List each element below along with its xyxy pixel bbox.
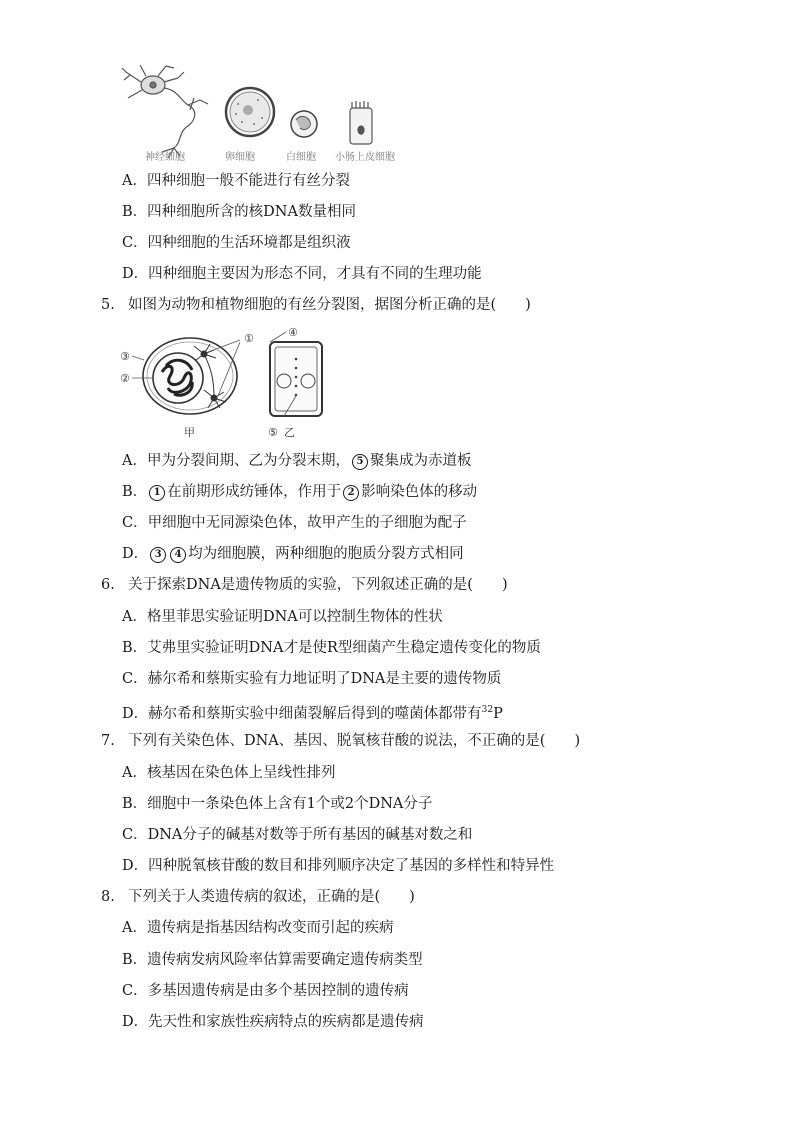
q5-option-c: C．甲细胞中无同源染色体，故甲产生的子细胞为配子 xyxy=(122,515,467,531)
q8-option-a: A．遗传病是指基因结构改变而引起的疾病 xyxy=(122,920,394,936)
circled-number-4: 4 xyxy=(170,547,186,563)
q6-option-a: A．格里菲思实验证明DNA可以控制生物体的性状 xyxy=(122,609,443,625)
figure-label-yi: 乙 xyxy=(284,426,295,439)
q5-option-a-text: A．甲为分裂间期、乙为分裂末期， xyxy=(122,453,350,469)
figure-label-1: ① xyxy=(244,332,254,345)
q4-option-b: B．四种细胞所含的核DNA数量相同 xyxy=(122,204,356,220)
q4-option-d: D．四种细胞主要因为形态不同，才具有不同的生理功能 xyxy=(122,266,482,282)
q7-option-c: C．DNA分子的碱基对数等于所有基因的碱基对数之和 xyxy=(122,827,473,843)
caption-egg-cell: 卵细胞 xyxy=(225,152,255,163)
q5-option-b-letter: B． xyxy=(122,484,148,500)
neuron-drawing xyxy=(122,65,208,158)
q5-option-d-text: 均为细胞膜，两种细胞的胞质分裂方式相同 xyxy=(188,546,464,562)
egg-cell-drawing xyxy=(226,88,274,136)
q7-option-d: D．四种脱氧核苷酸的数目和排列顺序决定了基因的多样性和特异性 xyxy=(122,858,555,874)
q6-option-d-text: D．赫尔希和蔡斯实验中细菌裂解后得到的噬菌体都带有 xyxy=(122,705,482,722)
q5-option-b-text: 在前期形成纺锤体，作用于 xyxy=(167,484,342,500)
q7-stem: 下列有关染色体、DNA、基因、脱氧核苷酸的说法，不正确的是( ) xyxy=(128,733,581,749)
figure-label-3: ③ xyxy=(120,350,130,363)
figure-label-5: ⑤ xyxy=(268,426,278,439)
q5-option-b xyxy=(122,482,477,502)
q6-stem: 关于探索DNA是遗传物质的实验，下列叙述正确的是( ) xyxy=(128,577,508,593)
mitosis-figure-drawing xyxy=(118,326,328,444)
circled-number-5: 5 xyxy=(352,454,368,470)
q7-number: 7. xyxy=(101,733,115,749)
q7-option-b: B．细胞中一条染色体上含有1个或2个DNA分子 xyxy=(122,796,433,812)
caption-white-blood-cell: 白细胞 xyxy=(286,152,316,163)
animal-cell-drawing xyxy=(132,338,240,414)
q7-option-a: A．核基因在染色体上呈线性排列 xyxy=(122,765,336,781)
intestinal-cell-drawing xyxy=(350,101,372,144)
q8-option-c: C．多基因遗传病是由多个基因控制的遗传病 xyxy=(122,983,409,999)
caption-intestinal-cell: 小肠上皮细胞 xyxy=(335,152,395,163)
q6-option-c: C．赫尔希和蔡斯实验有力地证明了DNA是主要的遗传物质 xyxy=(122,671,502,687)
q4-option-c: C．四种细胞的生活环境都是组织液 xyxy=(122,235,351,251)
plant-cell-drawing xyxy=(270,332,322,416)
white-blood-cell-drawing xyxy=(291,111,317,137)
q8-number: 8. xyxy=(101,889,115,905)
q8-option-d: D．先天性和家族性疾病特点的疾病都是遗传病 xyxy=(122,1014,424,1030)
q5-number: 5. xyxy=(101,297,115,313)
circled-number-1: 1 xyxy=(149,485,165,501)
q5-option-d xyxy=(122,544,464,564)
q6-option-d-element: P xyxy=(493,705,503,722)
circled-number-2: 2 xyxy=(343,485,359,501)
q6-number: 6. xyxy=(101,577,115,593)
q5-stem: 如图为动物和植物细胞的有丝分裂图，据图分析正确的是( ) xyxy=(128,297,531,313)
q6-option-b: B．艾弗里实验证明DNA才是使R型细菌产生稳定遗传变化的物质 xyxy=(122,640,541,656)
circled-number-3: 3 xyxy=(150,547,166,563)
q6-option-d xyxy=(122,700,503,724)
figure-label-jia: 甲 xyxy=(184,426,195,439)
q5-option-a xyxy=(122,451,471,471)
figure-label-2: ② xyxy=(120,372,130,385)
q8-stem: 下列关于人类遗传病的叙述，正确的是( ) xyxy=(128,889,415,905)
mitosis-figure xyxy=(118,326,328,444)
q5-option-b-text-end: 影响染色体的移动 xyxy=(361,484,478,500)
caption-neuron: 神经细胞 xyxy=(145,152,185,163)
q8-option-b: B．遗传病发病风险率估算需要确定遗传病类型 xyxy=(122,952,423,968)
q6-option-d-superscript: 32 xyxy=(481,705,494,715)
q5-option-d-letter: D． xyxy=(122,546,149,562)
q4-option-a: A．四种细胞一般不能进行有丝分裂 xyxy=(122,173,350,189)
figure-label-4: ④ xyxy=(288,326,298,339)
q5-option-a-text-end: 聚集成为赤道板 xyxy=(369,453,472,469)
